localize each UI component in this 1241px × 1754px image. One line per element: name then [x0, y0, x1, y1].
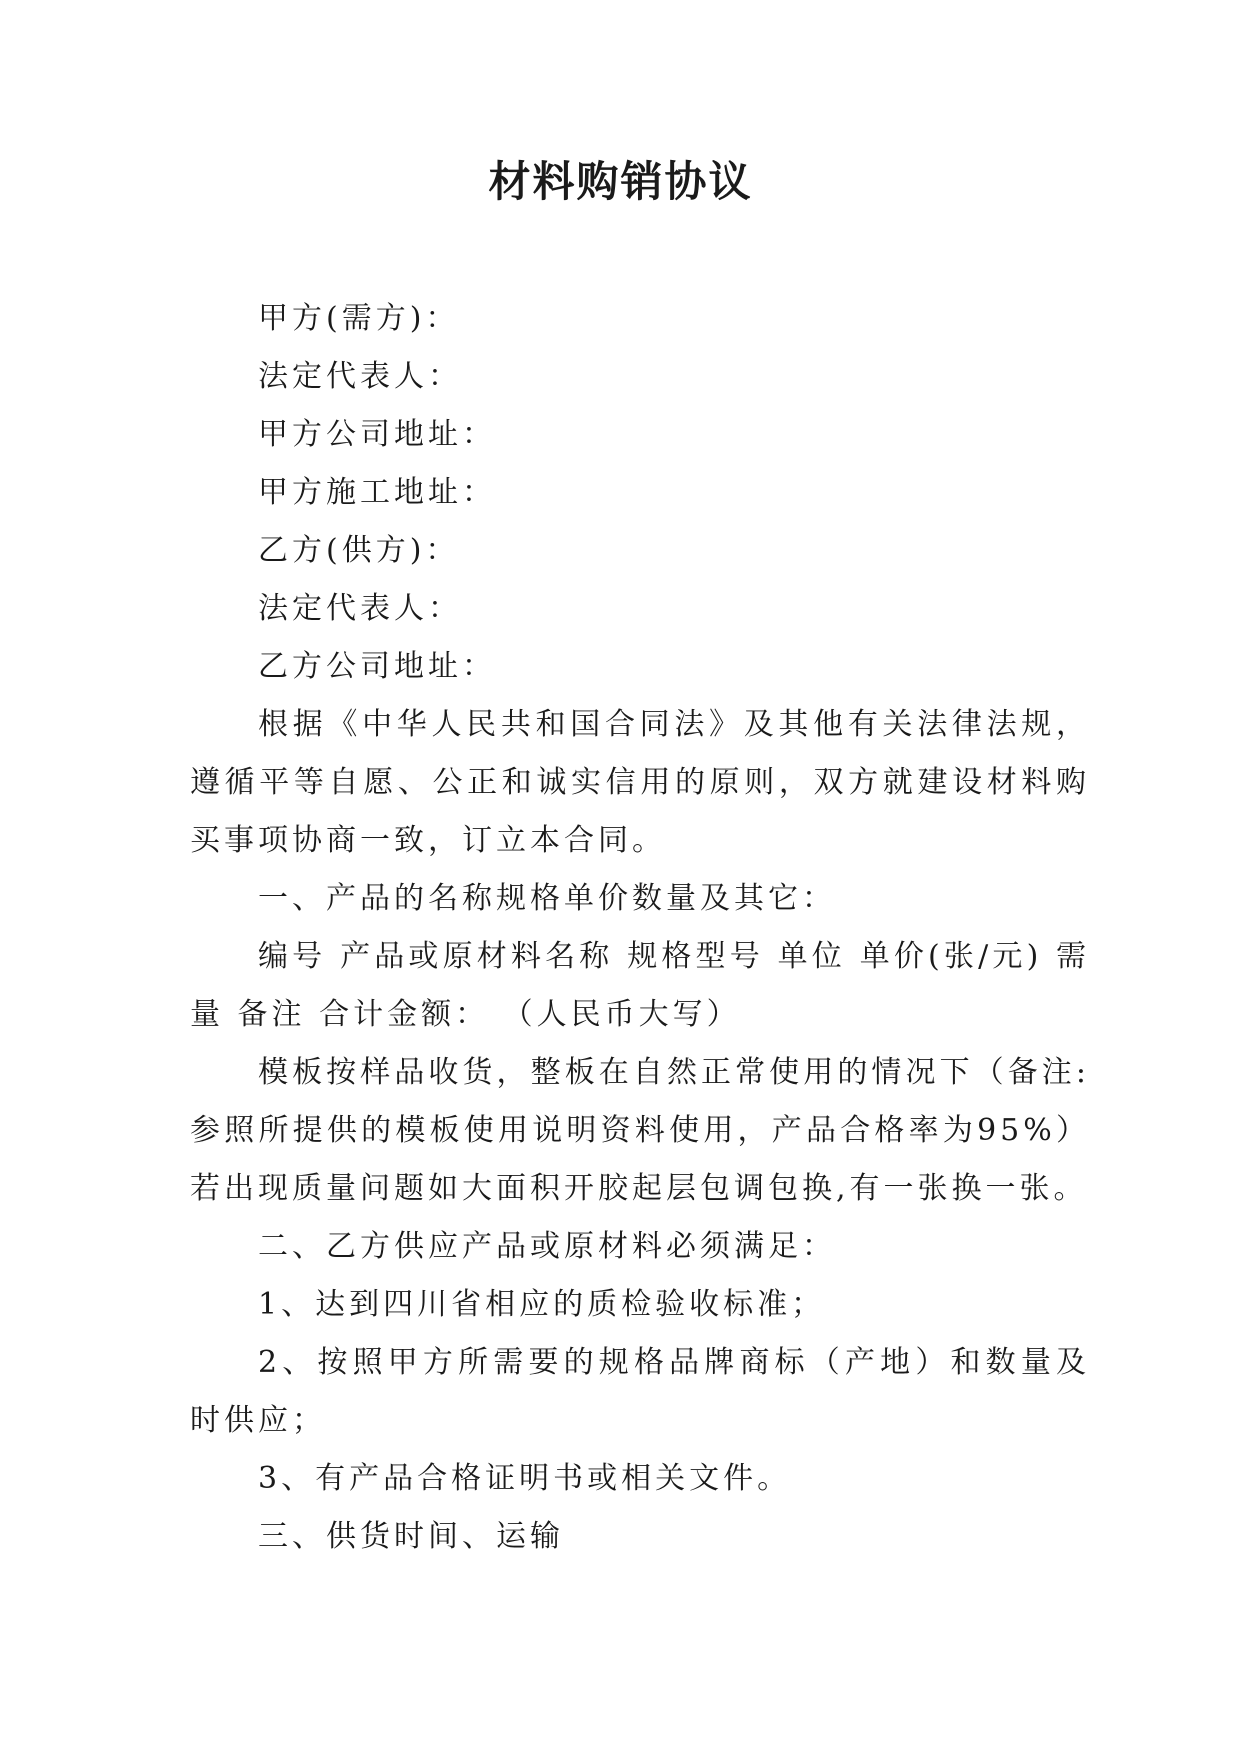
quality-paragraph: 模板按样品收货，整板在自然正常使用的情况下（备注:参照所提供的模板使用说明资料使用，产品合格率为95%）若出现质量问题如大面积开胶起层包调包换,有一张换一张。	[190, 1055, 1090, 1206]
section-two-heading: 二、乙方供应产品或原材料必须满足：	[258, 1229, 836, 1264]
section-three-heading: 三、供货时间、运输	[258, 1519, 564, 1554]
party-a-representative-line: 法定代表人：	[258, 359, 462, 394]
party-b-address-line: 乙方公司地址：	[258, 649, 496, 684]
party-a-line: 甲方(需方)：	[258, 301, 460, 336]
product-columns-paragraph: 编号 产品或原材料名称 规格型号 单位 单价(张/元) 需量 备注 合计金额： （人民币大写）	[190, 939, 1090, 1032]
document-title: 材料购销协议	[488, 157, 753, 206]
party-b-representative-line: 法定代表人：	[258, 591, 462, 626]
section-one-heading: 一、产品的名称规格单价数量及其它：	[258, 881, 836, 916]
document-body	[190, 290, 1090, 1566]
party-a-address-line: 甲方公司地址：	[258, 417, 496, 452]
preamble-paragraph: 根据《中华人民共和国合同法》及其他有关法律法规，遵循平等自愿、公正和诚实信用的原则，双方就建设材料购买事项协商一致，订立本合同。	[190, 707, 1090, 858]
requirement-item-2: 2、按照甲方所需要的规格品牌商标（产地）和数量及时供应；	[190, 1345, 1090, 1438]
party-b-line: 乙方(供方)：	[258, 533, 460, 568]
party-a-site-address-line: 甲方施工地址：	[258, 475, 496, 510]
requirement-item-3: 3、有产品合格证明书或相关文件。	[258, 1461, 792, 1496]
requirement-item-1: 1、达到四川省相应的质检验收标准；	[258, 1287, 826, 1322]
